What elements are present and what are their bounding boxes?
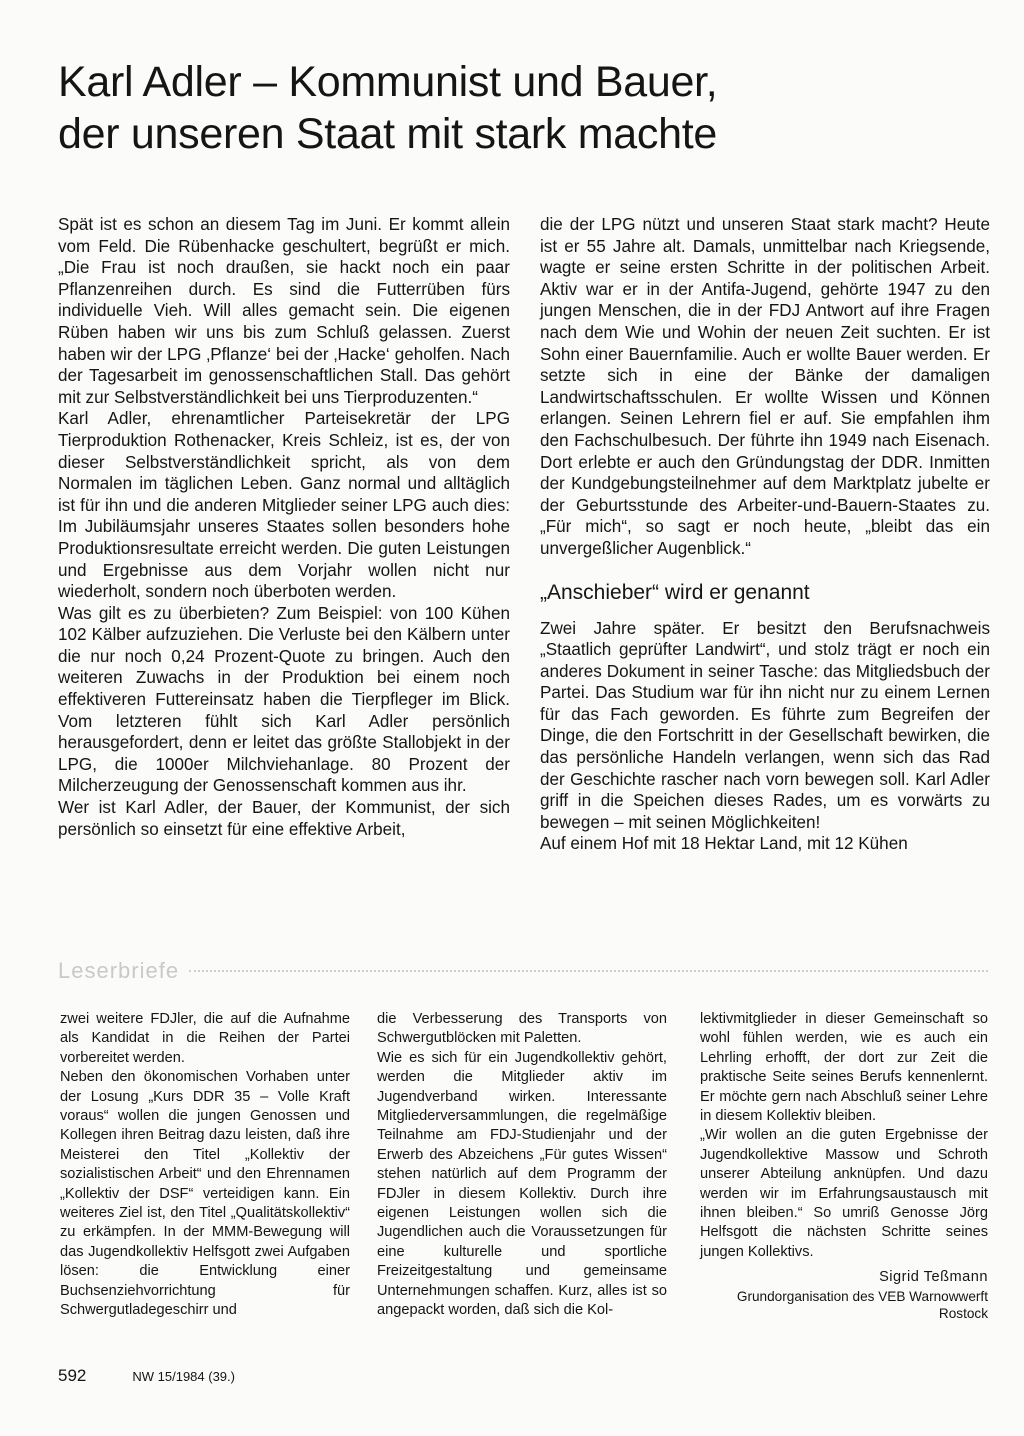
letter-paragraph: Wie es sich für ein Jugendkollektiv gehört, werden die Mitglieder aktiv im Jugendverband wirken. Interessante Mitgliederversammlungen, die regelmäßige Teilnahme am FDJ-Studienjahr und der Erwerb des Abzeichens „Für gutes Wissen“ stehen natürlich auf dem Programm der FDJler in diesem Kollektiv. Durch ihre eigenen Leistungen wollen sich die Jugendlichen auch die Voraussetzungen für eine kulturelle und sportliche Freizeitgestaltung und gemeinsame Unternehmungen schaffen. Kurz, alles ist so angepackt worden, daß sich die Kol-: [377, 1049, 667, 1319]
article-paragraph: Zwei Jahre später. Er besitzt den Berufsnachweis „Staatlich geprüfter Landwirt“, und stolz trägt er noch ein anderes Dokument in seiner Tasche: das Mitgliedsbuch der Partei. Das Studium war für ihn nicht nur zu einem Lernen für das Fach geworden. Es führte zum Begreifen der Dinge, die den Fortschritt in der Gesellschaft bewirken, die das persönliche Handeln verlangen, wenn sich das Rad der Geschichte rascher nach vorn bewegen soll. Karl Adler griff in die Speichen dieses Rades, um es vorwärts zu bewegen – mit seinen Möglichkeiten!: [540, 618, 990, 832]
page-number: 592: [58, 1366, 87, 1385]
letter-paragraph: Neben den ökonomischen Vorhaben unter der Losung „Kurs DDR 35 – Volle Kraft voraus“ wollen die jungen Genossen und Kollegen ihren Beitrag dazu leisten, daß ihre Meisterei den Titel „Kollektiv der sozialistischen Arbeit“ und den Ehrennamen „Kollektiv der DSF“ verteidigen kann. Ein weiteres Ziel ist, den Titel „Qualitätskollektiv“ zu erkämpfen. In der MMM-Bewegung will das Jugendkollektiv Helfsgott zwei Aufgaben lösen: die Entwicklung einer Buchsenziehvorrichtung für Schwergutladegeschirr und: [60, 1069, 350, 1319]
article-paragraph: die der LPG nützt und unseren Staat stark macht? Heute ist er 55 Jahre alt. Damals, unmittelbar nach Kriegsende, wagte er seine ersten Schritte in der politischen Arbeit. Aktiv war er in der Antifa-Jugend, gehörte 1947 zu den jungen Menschen, die in der FDJ Antwort auf ihre Fragen nach dem Wie und Wohin der neuen Zeit suchten. Er ist Sohn einer Bauernfamilie. Auch er wollte Bauer werden. Er setzte sich in eine der Bänke der damaligen Landwirtschaftsschulen. Er wollte Wissen und Können erlangen. Seinen Lehrern fiel er auf. Sie empfahlen ihm den Fachschulbesuch. Der führte ihn 1949 nach Eisenach. Dort erlebte er auch den Gründungstag der DDR. Inmitten der Kundgebungsteilnehmer auf dem Marktplatz jubelte er der Geburtsstunde des Arbeiter-und-Bauern-Staates zu. „Für mich“, so sagt er noch heute, „bleibt das ein unvergeßlicher Augenblick.“: [540, 215, 990, 558]
headline-line-2: der unseren Staat mit stark machte: [58, 110, 717, 158]
author-signature: Sigrid Teßmann: [879, 1269, 988, 1286]
leserbriefe-title: Leserbriefe: [58, 958, 180, 983]
article-paragraph: Karl Adler, ehrenamtlicher Parteisekretär der LPG Tierproduktion Rothenacker, Kreis Schleiz, ist es, der von dieser Selbstverständlichkeit spricht, als von dem Normalen im täglichen Leben. Ganz normal und alltäglich ist für ihn und die anderen Mitglieder seiner LPG auch dies: Im Jubiläumsjahr unseres Staates sollen besonders hohe Produktionsresultate erreicht werden. Die guten Leistungen und Ergebnisse aus dem Vorjahr wollen nicht nur wiederholt, sondern noch überboten werden.: [58, 409, 510, 602]
letter-paragraph: die Verbesserung des Transports von Schwergutblöcken mit Paletten.: [377, 1011, 667, 1047]
article-paragraph: Wer ist Karl Adler, der Bauer, der Kommunist, der sich persönlich so einsetzt für eine effektive Arbeit,: [58, 798, 510, 839]
letters-column-3: [700, 1010, 988, 1322]
issue-reference: NW 15/1984 (39.): [132, 1369, 235, 1384]
dotted-divider: [189, 970, 988, 972]
headline: [58, 56, 958, 160]
article-subheading: „Anschieber“ wird er genannt: [540, 580, 810, 604]
headline-line-1: Karl Adler – Kommunist und Bauer,: [58, 58, 718, 106]
letter-paragraph: zwei weitere FDJler, die auf die Aufnahme als Kandidat in die Reihen der Partei vorbereitet werden.: [60, 1011, 350, 1066]
article-column-2: [540, 214, 990, 855]
letters-column-1: [60, 1010, 350, 1321]
article-paragraph: Auf einem Hof mit 18 Hektar Land, mit 12 Kühen: [540, 834, 908, 854]
letter-paragraph: lektivmitglieder in dieser Gemeinschaft so wohl fühlen werden, wie es auch ein Lehrling erhofft, der dort zur Zeit die praktische Seite seines Berufs kennenlernt. Er möchte gern nach Abschluß seiner Lehre in diesem Kollektiv bleiben.: [700, 1011, 988, 1125]
author-organization: Grundorganisation des VEB Warnowwerft: [736, 1288, 988, 1304]
author-city: Rostock: [938, 1305, 988, 1321]
article-column-1: [58, 214, 510, 840]
article-paragraph: Was gilt es zu überbieten? Zum Beispiel: von 100 Kühen 102 Kälber aufzuziehen. Die Verluste bei den Kälbern unter die nur noch 0,24 Prozent-Quote zu bringen. Auch den weiteren Zuwachs in der Produktion bei einem noch effektiveren Futtereinsatz haben die Tierpfleger im Blick. Vom letzteren fühlt sich Karl Adler persönlich herausgefordert, denn er leitet das größte Stallobjekt in der LPG, die 1000er Milchviehanlage. 80 Prozent der Milcherzeugung der Genossenschaft kommen aus ihr.: [58, 603, 510, 796]
letter-paragraph: „Wir wollen an die guten Ergebnisse der Jugendkollektive Massow und Schroth unserer Abteilung anknüpfen. Und dazu werden wir im Erfahrungsaustausch mit ihnen bleiben.“ So umriß Genosse Jörg Helfsgott die nächsten Schritte seines jungen Kollektivs.: [700, 1127, 988, 1260]
article-paragraph: Spät ist es schon an diesem Tag im Juni. Er kommt allein vom Feld. Die Rübenhacke geschultert, begrüßt er mich. „Die Frau ist noch draußen, sie hackt noch ein paar Pflanzenreihen durch. Es sind die Futterrüben fürs individuelle Vieh. Will alles gemacht sein. Die eigenen Rüben haben wir uns bis zum Schluß gelassen. Zuerst haben wir der LPG ‚Pflanze‘ bei der ‚Hacke‘ geholfen. Nach der Tagesarbeit im genossenschaftlichen Stall. Das gehört mit zur Selbstverständlichkeit bei uns Tierproduzenten.“: [58, 215, 510, 407]
page-footer: [58, 1366, 235, 1386]
letters-column-2: [377, 1010, 667, 1321]
leserbriefe-header: [58, 958, 988, 984]
